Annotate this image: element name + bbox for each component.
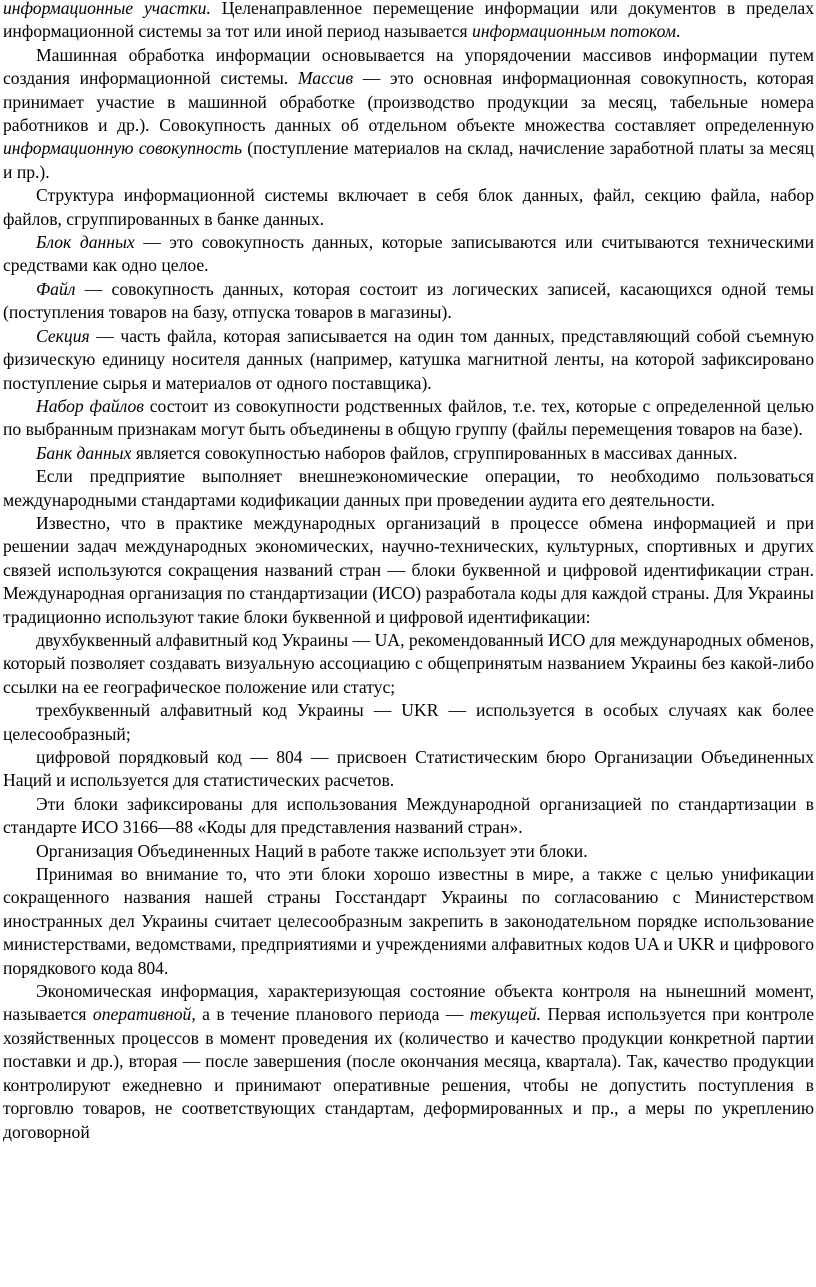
text-segment: оперативной, [92,1004,196,1025]
text-segment: Файл [36,278,76,299]
text-segment: Блок данных [36,232,135,253]
text-segment: состоит из совокупности родственных файлов, т.е. тех, которые с определенной целью по выбранным признакам могут быть объединены в общую группу (файлы перемещения товаров на базе). [3,395,814,440]
text-segment: Известно, что в практике международных организаций в процессе обмена информацией и при решении задач международных экономических, научно-технических, культурных, спортивных и других связей используются сокращения названий стран — блоки буквенной и цифровой идентификации стран. Международная организация по стандартизации (ИСО) разработала коды для каждой страны. Для Украины традиционно используют такие блоки буквенной и цифровой идентификации: [3,512,814,627]
text-segment: Секция [36,325,90,346]
definition-file-set [3,395,814,442]
text-segment: — это основная информационная совокупность, которая принимает участие в машинной обработке (производство продукции за месяц, табельные номера работников и др.). Совокупность данных об отдельном объекте множества составляет определенную [3,68,814,136]
text-segment: . [675,21,681,42]
text-segment: Банк данных [36,442,132,463]
paragraph [3,793,814,840]
text-segment: Целенаправленное перемещение информации или документов в пределах информационной системы за тот или иной период называется [3,0,815,42]
definition-file [3,278,814,325]
text-segment: цифровой порядковый код — 804 — присвоен Статистическим бюро Организации Объединенных Наций и используется для статистических расчетов. [3,747,814,791]
text-segment: Если предприятие выполняет внешнеэкономические операции, то необходимо пользоваться международными стандартами кодификации данных при проведении аудита его деятельности. [3,466,814,510]
text-segment: Машинная обработка информации основывается на упорядочении массивов информации путем создания информационной системы. [3,44,814,89]
text-segment: Массив [297,68,354,89]
text-segment: а в течение планового периода — [195,1004,470,1025]
text-segment: — часть файла, которая записывается на один том данных, представляющий собой съемную физическую единицу носителя данных (например, катушка магнитной ленты, на которой зафиксировано поступление сырья и материалов от одного поставщика). [3,325,814,393]
text-segment: является совокупностью наборов файлов, сгруппированных в массивах данных. [131,442,738,463]
definition-data-bank [3,442,814,465]
text-segment: (поступление материалов на склад, начисление заработной платы за месяц и пр.). [3,138,814,182]
definition-section [3,325,814,395]
text-segment: Структура информационной системы включает в себя блок данных, файл, секцию файла, набор файлов, сгруппированных в банке данных. [3,185,814,229]
text-segment: Организация Объединенных Наций в работе также использует эти блоки. [36,840,588,861]
text-segment: двухбуквенный алфавитный код Украины — UA, рекомендованный ИСО для международных обменов, который позволяет создавать визуальную ассоциацию с общепринятым названием Украины без какой-либо ссылки на ее географическое положение или статус; [3,629,814,697]
text-segment: информационные участки. [3,0,211,18]
paragraph [3,863,814,980]
text-segment: Набор файлов [36,395,144,416]
text-segment: информационным потоком [472,21,676,42]
paragraph [3,512,814,629]
text-segment: Экономическая информация, характеризующая состояние объекта контроля на нынешний момент, называется [3,981,814,1025]
paragraph [3,980,814,1144]
definition-block-of-data [3,231,814,278]
text-segment: информационную совокупность [3,138,243,159]
list-item-three-letter-code [3,699,814,746]
text-segment: текущей. [469,1004,542,1025]
text-segment: трехбуквенный алфавитный код Украины — UKR — используется в особых случаях как более целесообразный; [3,700,814,744]
text-segment: Эти блоки зафиксированы для использования Международной организацией по стандартизации в стандарте ИСО 3166—88 «Коды для представления названий стран». [3,793,814,838]
paragraph-continuation [3,0,814,44]
text-segment: — совокупность данных, которая состоит из логических записей, касающихся одной темы (поступления товаров на базу, отпуска товаров в магазины). [3,278,814,323]
list-item-two-letter-code [3,629,814,699]
paragraph [3,184,814,231]
text-segment: Первая используется при контроле хозяйственных процессов в момент проведения их (количество и качество продукции конкретной партии поставки и др.), вторая — после завершения (после окончания месяца, квартала). Так, качество продукции контролируют ежедневно и принимают оперативные решения, чтобы не допустить поступления в торговлю товаров, не соответствующих стандартам, деформированных и пр., а меры по укреплению договорной [3,1004,815,1142]
text-segment: — это совокупность данных, которые записываются или считываются техническими средствами как одно целое. [3,232,814,276]
paragraph [3,840,814,863]
paragraph [3,465,814,512]
text-segment: Принимая во внимание то, что эти блоки хорошо известны в мире, а также с целью унификации сокращенного названия нашей страны Госстандарт Украины по согласованию с Министерством иностранных дел Украины считает целесообразным закрепить в законодательном порядке использование министерствами, ведомствами, предприятиями и учреждениями алфавитных кодов UA и UKR и цифрового порядкового кода 804. [3,864,814,978]
list-item-numeric-code [3,746,814,793]
paragraph [3,44,814,184]
